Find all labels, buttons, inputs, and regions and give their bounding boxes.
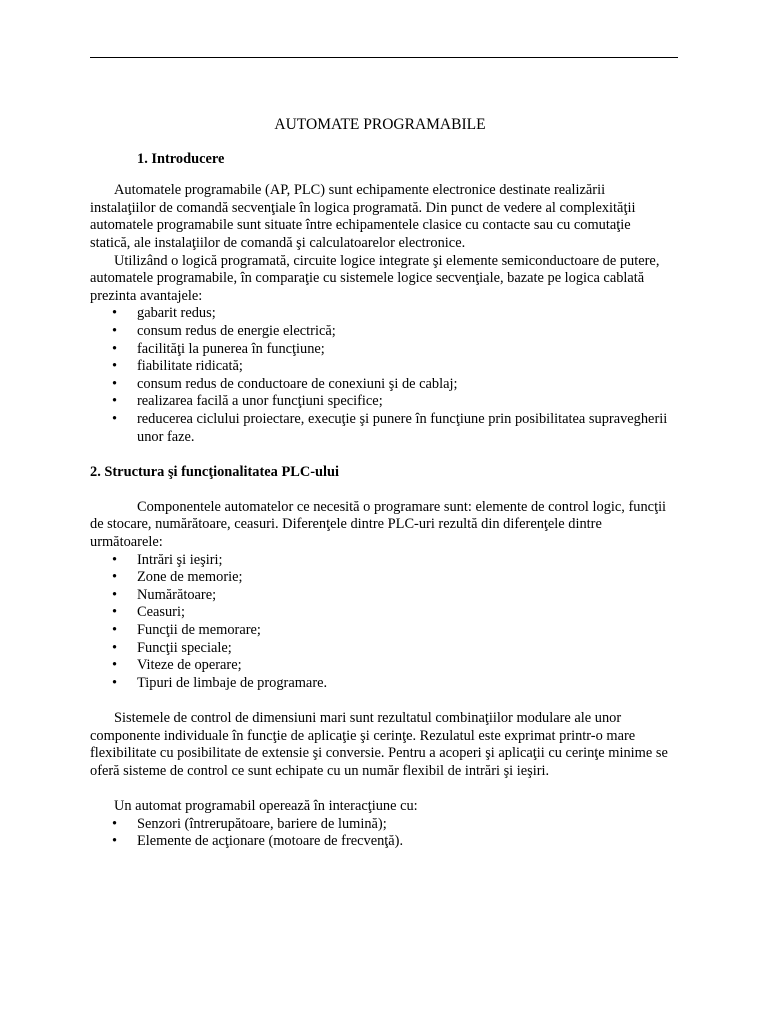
- header-rule: [90, 57, 678, 58]
- list-item: • Numărătoare;: [90, 587, 670, 605]
- section-1-paragraph-2: Utilizând o logică programată, circuite logice integrate şi elemente semiconductoare de putere, automatele programabile, în comparaţie cu sistemele logice secvenţiale, bazate pe logica cablată prezinta avantajele:: [90, 252, 660, 304]
- list-item: • Tipuri de limbaje de programare.: [90, 675, 670, 693]
- list-item: • Ceasuri;: [90, 604, 670, 622]
- section-2-paragraph-1: Componentele automatelor ce necesită o programare sunt: elemente de control logic, funcţii de stocare, numărătoare, ceasuri. Diferenţele dintre PLC-uri rezultă din diferenţele dintre următoarele:: [90, 498, 667, 551]
- interactions-list: [90, 816, 670, 851]
- list-item: • consum redus de conductoare de conexiuni şi de cablaj;: [90, 376, 670, 394]
- components-list: [90, 552, 670, 693]
- list-item: • reducerea ciclului proiectare, execuţie şi punere în funcţiune prin posibilitatea supravegherii unor faze.: [90, 411, 670, 446]
- list-item: • Senzori (întrerupătoare, bariere de lumină);: [90, 816, 670, 834]
- advantages-list: [90, 305, 670, 446]
- document-title: AUTOMATE PROGRAMABILE: [274, 116, 486, 133]
- list-item: • facilităţi la punerea în funcţiune;: [90, 341, 670, 359]
- list-item: • gabarit redus;: [90, 305, 670, 323]
- list-item: • Intrări şi ieşiri;: [90, 552, 670, 570]
- section-2-paragraph-3: Un automat programabil operează în interacţiune cu:: [114, 797, 418, 814]
- section-2-paragraph-2: Sistemele de control de dimensiuni mari sunt rezultatul combinaţiilor modulare ale unor componente individuale în funcţie de aplicaţie şi cerinţe. Rezulatul este exprimat printr-o mare flexibilitate cu posibilitate de extensie şi conversie. Pentru a acoperi şi aplicaţii cu cerinţe minime se oferă sisteme de control ce sunt echipate cu un număr flexibil de intrări şi ieşiri.: [90, 710, 668, 779]
- section-2-heading: 2. Structura şi funcţionalitatea PLC-ului: [90, 463, 340, 480]
- list-item: • Elemente de acţionare (motoare de frecvenţă).: [90, 833, 670, 851]
- list-item: • fiabilitate ridicată;: [90, 358, 670, 376]
- section-1-paragraph-1: Automatele programabile (AP, PLC) sunt echipamente electronice destinate realizării instalaţiilor de comandă secvenţiale în logica programată. Din punct de vedere al complexităţii automatele programabile sunt situate între echipamentele clasice cu contacte sau cu comutaţie statică, ale instalaţiilor de comandă şi calculatoarelor electronice.: [90, 182, 636, 251]
- list-item: • Viteze de operare;: [90, 657, 670, 675]
- document-body: [90, 116, 670, 851]
- list-item: • Zone de memorie;: [90, 569, 670, 587]
- list-item: • realizarea facilă a unor funcţiuni specifice;: [90, 393, 670, 411]
- list-item: • Funcţii de memorare;: [90, 622, 670, 640]
- section-1-heading: 1. Introducere: [137, 150, 225, 167]
- list-item: • consum redus de energie electrică;: [90, 323, 670, 341]
- list-item: • Funcţii speciale;: [90, 640, 670, 658]
